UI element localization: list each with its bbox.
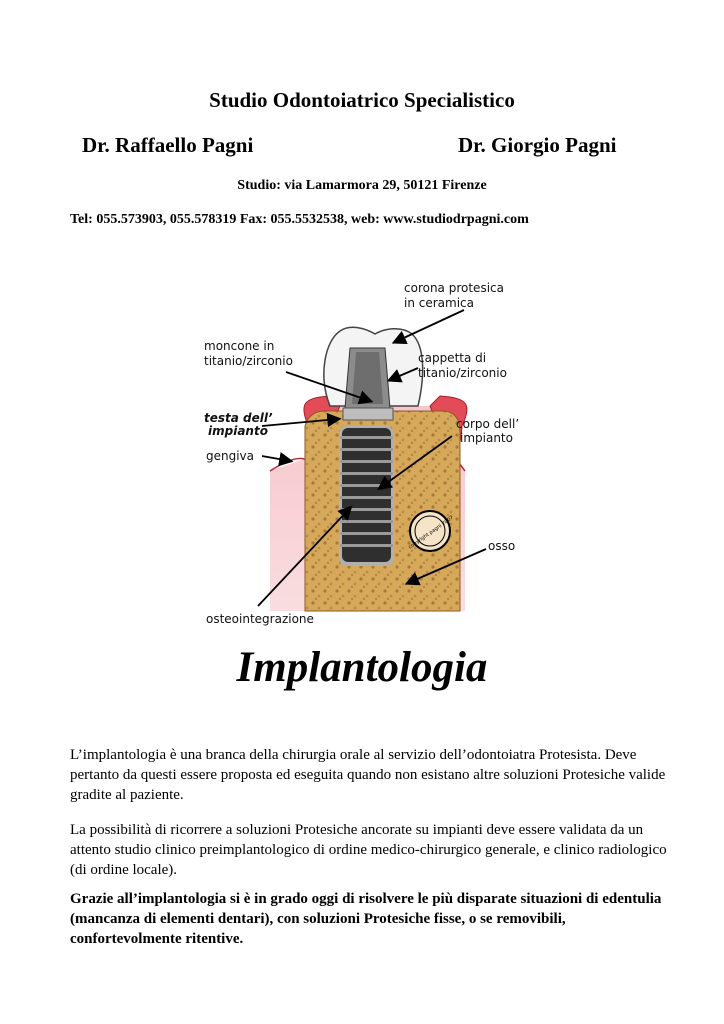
label-corona-1: corona protesica: [404, 281, 504, 295]
paragraph-intro: L’implantologia è una branca della chirurgia orale al servizio dell’odontoiatra Protesista. Deve pertanto da questi essere proposta ed eseguita quando non esistano altre soluzioni Protesiche valide gradite al paziente.: [70, 747, 666, 803]
label-moncone-1: moncone in: [204, 339, 275, 353]
label-testa-1: testa dell’: [204, 411, 273, 425]
implant-diagram: [190, 276, 530, 626]
studio-name: Studio Odontoiatrico Specialistico: [209, 88, 515, 112]
label-corpo-1: corpo dell’: [456, 417, 520, 431]
label-corona-2: in ceramica: [404, 296, 474, 310]
abutment: [343, 348, 393, 420]
contact-line: Tel: 055.573903, 055.578319 Fax: 055.5532538, web: www.studiodrpagni.com: [70, 212, 529, 227]
studio-address: Studio: via Lamarmora 29, 50121 Firenze: [237, 178, 487, 193]
page-title: Implantologia: [236, 644, 488, 691]
label-osso: osso: [488, 539, 516, 553]
label-cappetta-2: titanio/zirconio: [418, 366, 507, 380]
paragraph-benefits: Grazie all’implantologia si è in grado oggi di risolvere le più disparate situazioni di edentulia (mancanza di elementi dentari), con soluzioni Protesiche fisse, o se removibili, confortevolmente ritentive.: [70, 891, 662, 947]
label-corpo-2: impianto: [460, 431, 513, 445]
label-cappetta-1: cappetta di: [418, 351, 487, 365]
doctor-right: Dr. Giorgio Pagni: [458, 133, 617, 157]
label-moncone-2: titanio/zirconio: [204, 354, 293, 368]
label-osteointegrazione: osteointegrazione: [206, 612, 314, 626]
stamp-text: copyright pagni 2007: [407, 514, 455, 551]
implant-body: [339, 426, 394, 566]
label-gengiva: gengiva: [206, 449, 255, 463]
doctor-left: Dr. Raffaello Pagni: [82, 133, 254, 157]
label-testa-2: impianto: [208, 424, 268, 438]
paragraph-validation: La possibilità di ricorrere a soluzioni Protesiche ancorate su impianti deve essere validata da un attento studio clinico preimplantologico di ordine medico-chirurgico generale, e clinico radiologico (di ordine locale).: [70, 822, 667, 878]
